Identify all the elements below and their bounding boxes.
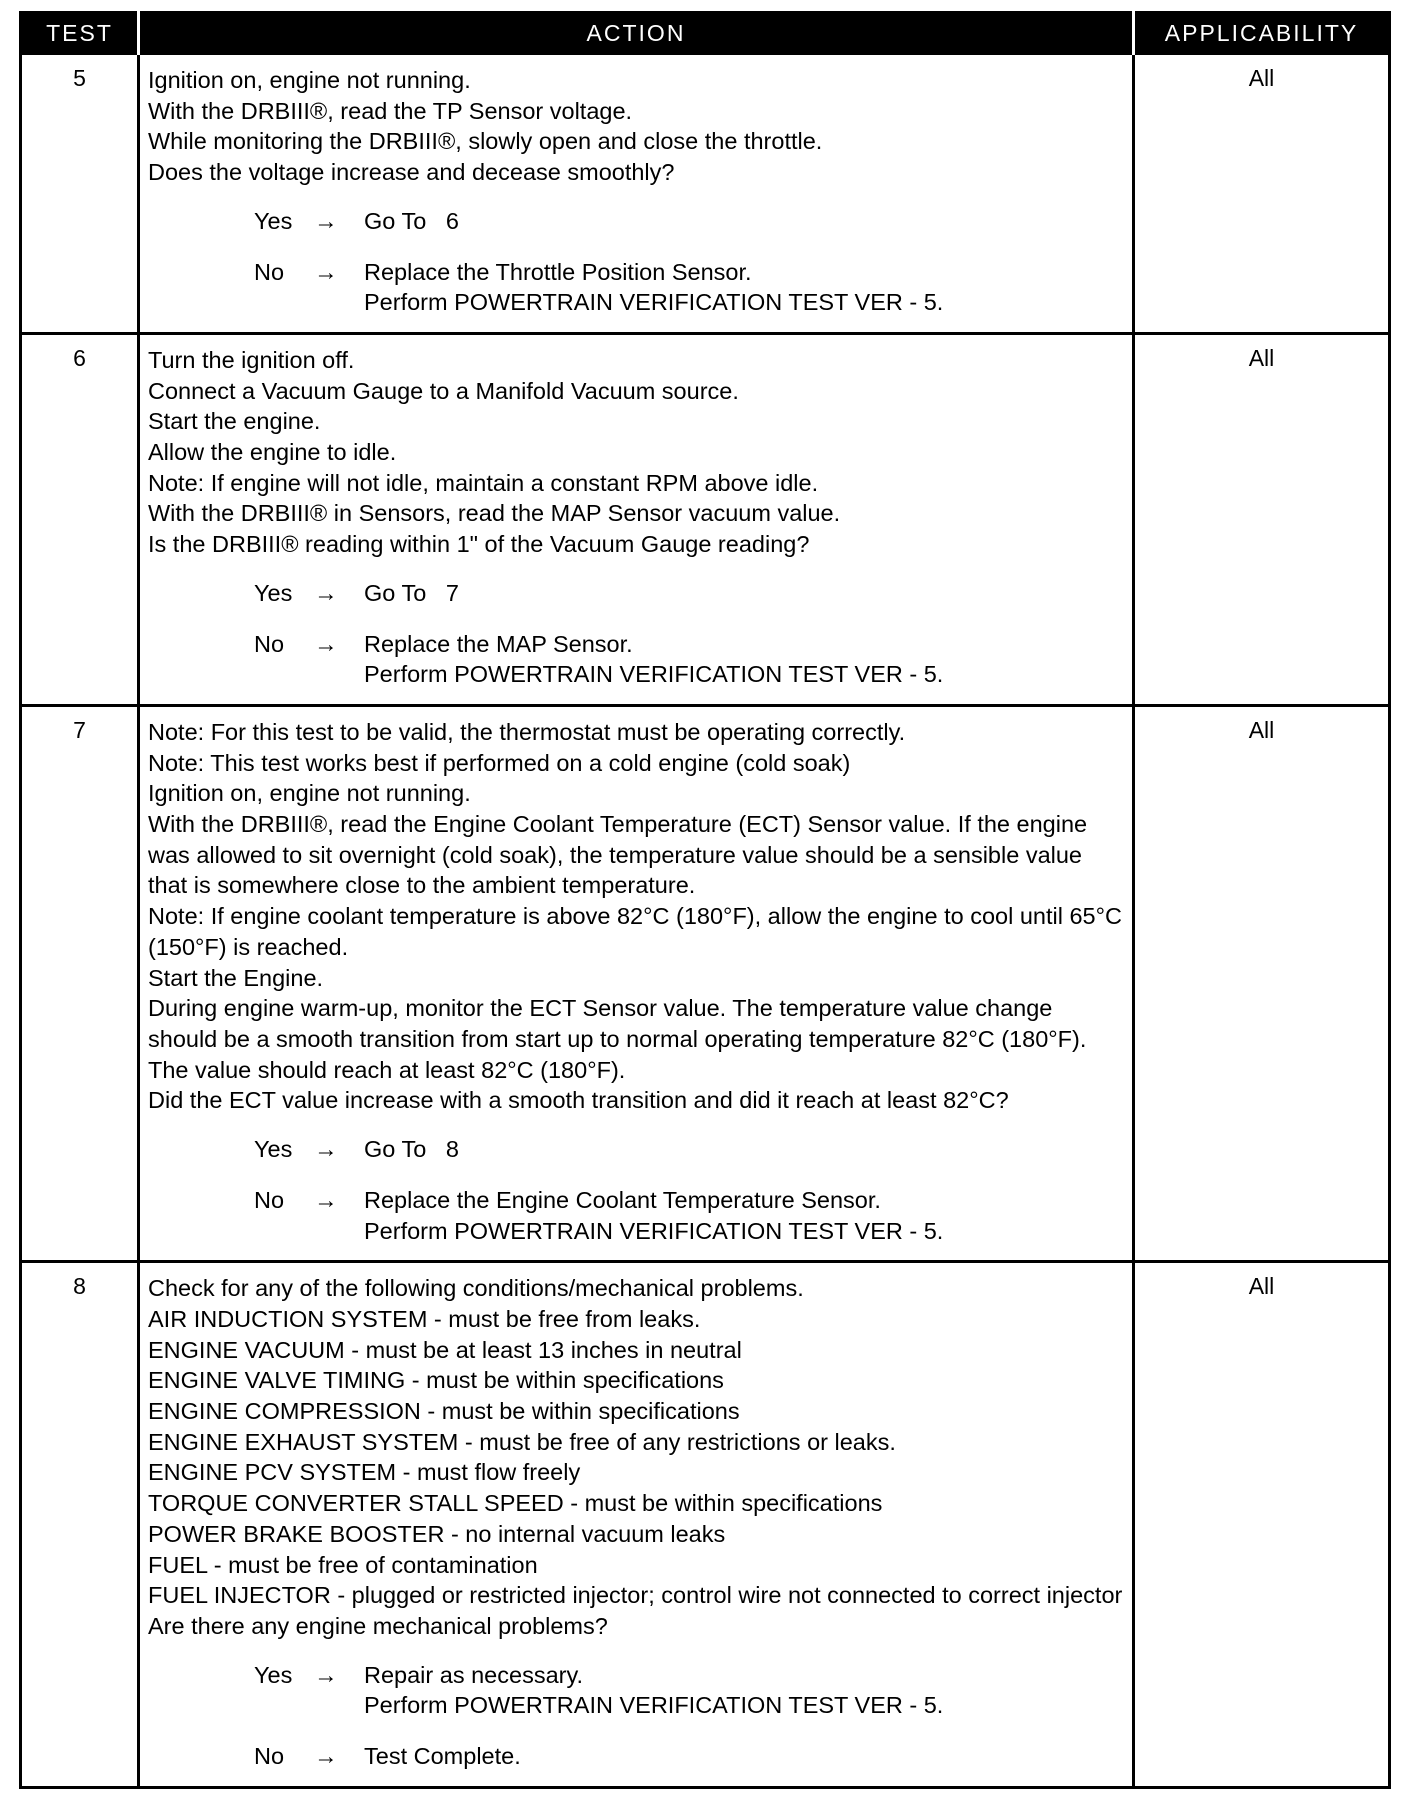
result-line: Perform POWERTRAIN VERIFICATION TEST VER - 5. (364, 1692, 944, 1719)
instruction-line: ENGINE PCV SYSTEM - must flow freely (148, 1459, 581, 1486)
instruction-line: FUEL - must be free of contamination (148, 1551, 538, 1578)
test-number: 8 (21, 1262, 139, 1788)
outcome-list (148, 1660, 1126, 1772)
result-line: Perform POWERTRAIN VERIFICATION TEST VER - 5. (364, 289, 944, 316)
instruction-line: With the DRBIII®, read the TP Sensor voltage. (148, 97, 633, 124)
result-line: Perform POWERTRAIN VERIFICATION TEST VER - 5. (364, 661, 944, 688)
test-number: 5 (21, 54, 139, 334)
applicability-cell: All (1134, 54, 1390, 334)
result-line: Repair as necessary. (364, 1661, 583, 1688)
instruction-line: During engine warm-up, monitor the ECT Sensor value. The temperature value change should be a smooth transition from start up to normal operating temperature 82°C (180°F). The value should reach at least 82°C (180°F). (148, 995, 1087, 1083)
instruction-line: With the DRBIII® in Sensors, read the MAP Sensor vacuum value. (148, 500, 841, 527)
instruction-line: Did the ECT value increase with a smooth transition and did it reach at least 82°C? (148, 1087, 1009, 1114)
column-header-action: ACTION (139, 13, 1134, 54)
outcome-list (148, 578, 1126, 690)
outcome-list (148, 1134, 1126, 1246)
instruction-line: Connect a Vacuum Gauge to a Manifold Vacuum source. (148, 377, 739, 404)
instruction-line: ENGINE VACUUM - must be at least 13 inches in neutral (148, 1336, 742, 1363)
result-line: Test Complete. (364, 1743, 521, 1770)
instruction-line: Note: If engine coolant temperature is above 82°C (180°F), allow the engine to cool until 65°C (150°F) is reached. (148, 903, 1122, 960)
instruction-line: Does the voltage increase and decease smoothly? (148, 159, 675, 186)
table-header-row (21, 13, 1390, 54)
action-cell (139, 1262, 1134, 1788)
table-row (21, 54, 1390, 334)
result-line: Replace the MAP Sensor. (364, 630, 633, 657)
action-cell (139, 54, 1134, 334)
applicability-cell: All (1134, 1262, 1390, 1788)
result-text (364, 1134, 1126, 1165)
table-row (21, 333, 1390, 705)
answer-label: Yes (254, 207, 293, 234)
instruction-line: AIR INDUCTION SYSTEM - must be free from leaks. (148, 1305, 701, 1332)
answer-label: Yes (254, 579, 293, 606)
instruction-line: Ignition on, engine not running. (148, 67, 471, 93)
answer-label: No (254, 1743, 285, 1770)
table-row (21, 705, 1390, 1261)
test-number: 7 (21, 705, 139, 1261)
result-line: Replace the Engine Coolant Temperature Sensor. (364, 1186, 881, 1213)
instruction-line: Check for any of the following conditions/mechanical problems. (148, 1275, 804, 1302)
result-text (364, 578, 1126, 609)
outcome-list (148, 206, 1126, 318)
instruction-line: Allow the engine to idle. (148, 439, 397, 466)
action-cell (139, 333, 1134, 705)
instruction-line: Are there any engine mechanical problems? (148, 1612, 608, 1639)
answer-label: Yes (254, 1661, 293, 1688)
arrow-right-icon: → (314, 1136, 338, 1163)
instruction-line: Note: For this test to be valid, the thermostat must be operating correctly. (148, 718, 906, 745)
instruction-line: Is the DRBIII® reading within 1" of the Vacuum Gauge reading? (148, 531, 810, 558)
instruction-line: POWER BRAKE BOOSTER - no internal vacuum leaks (148, 1520, 726, 1547)
outcome-yes (148, 1660, 1126, 1721)
arrow-right-icon: → (314, 1661, 338, 1688)
applicability-cell: All (1134, 333, 1390, 705)
result-line: Replace the Throttle Position Sensor. (364, 258, 752, 285)
arrow-right-icon: → (314, 207, 338, 234)
arrow-right-icon: → (314, 579, 338, 606)
column-header-applicability: APPLICABILITY (1134, 13, 1390, 54)
test-number: 6 (21, 333, 139, 705)
table-row (21, 1262, 1390, 1788)
instruction-line: ENGINE COMPRESSION - must be within specifications (148, 1398, 740, 1425)
result-line: Perform POWERTRAIN VERIFICATION TEST VER - 5. (364, 1217, 944, 1244)
column-header-test: TEST (21, 13, 139, 54)
instruction-line: TORQUE CONVERTER STALL SPEED - must be within specifications (148, 1490, 883, 1517)
action-cell (139, 705, 1134, 1261)
arrow-right-icon: → (314, 1743, 338, 1770)
result-text (364, 206, 1126, 237)
applicability-cell: All (1134, 705, 1390, 1261)
result-line: Go To 6 (364, 207, 459, 234)
result-text (364, 257, 1126, 318)
instruction-line: Note: If engine will not idle, maintain a constant RPM above idle. (148, 469, 819, 496)
answer-label: Yes (254, 1136, 293, 1163)
result-text (364, 1185, 1126, 1246)
outcome-yes (148, 206, 1126, 237)
table-body (21, 54, 1390, 1788)
result-line: Go To 8 (364, 1136, 459, 1163)
instruction-line: Start the engine. (148, 408, 321, 435)
arrow-right-icon: → (314, 1186, 338, 1213)
answer-label: No (254, 630, 285, 657)
instruction-line: ENGINE EXHAUST SYSTEM - must be free of any restrictions or leaks. (148, 1428, 896, 1455)
instruction-line: Turn the ignition off. (148, 346, 355, 373)
outcome-no (148, 257, 1126, 318)
instruction-line: Start the Engine. (148, 964, 324, 991)
answer-label: No (254, 1186, 285, 1213)
arrow-right-icon: → (314, 258, 338, 285)
result-text (364, 1660, 1126, 1721)
instruction-line: ENGINE VALVE TIMING - must be within specifications (148, 1367, 724, 1394)
outcome-yes (148, 578, 1126, 609)
result-text (364, 1741, 1126, 1772)
arrow-right-icon: → (314, 630, 338, 657)
instruction-line: FUEL INJECTOR - plugged or restricted injector; control wire not connected to correct injector (148, 1582, 1123, 1609)
diagnostic-test-table (19, 11, 1391, 1789)
instruction-line: With the DRBIII®, read the Engine Coolant Temperature (ECT) Sensor value. If the engine was allowed to sit overnight (cold soak), the temperature value should be a sensible value that is somewhere close to the ambient temperature. (148, 811, 1088, 899)
outcome-no (148, 629, 1126, 690)
outcome-no (148, 1185, 1126, 1246)
result-text (364, 629, 1126, 690)
outcome-no (148, 1741, 1126, 1772)
outcome-yes (148, 1134, 1126, 1165)
result-line: Go To 7 (364, 579, 459, 606)
instruction-line: Ignition on, engine not running. (148, 780, 471, 807)
instruction-line: While monitoring the DRBIII®, slowly open and close the throttle. (148, 128, 823, 155)
instruction-line: Note: This test works best if performed on a cold engine (cold soak) (148, 749, 851, 776)
answer-label: No (254, 258, 285, 285)
